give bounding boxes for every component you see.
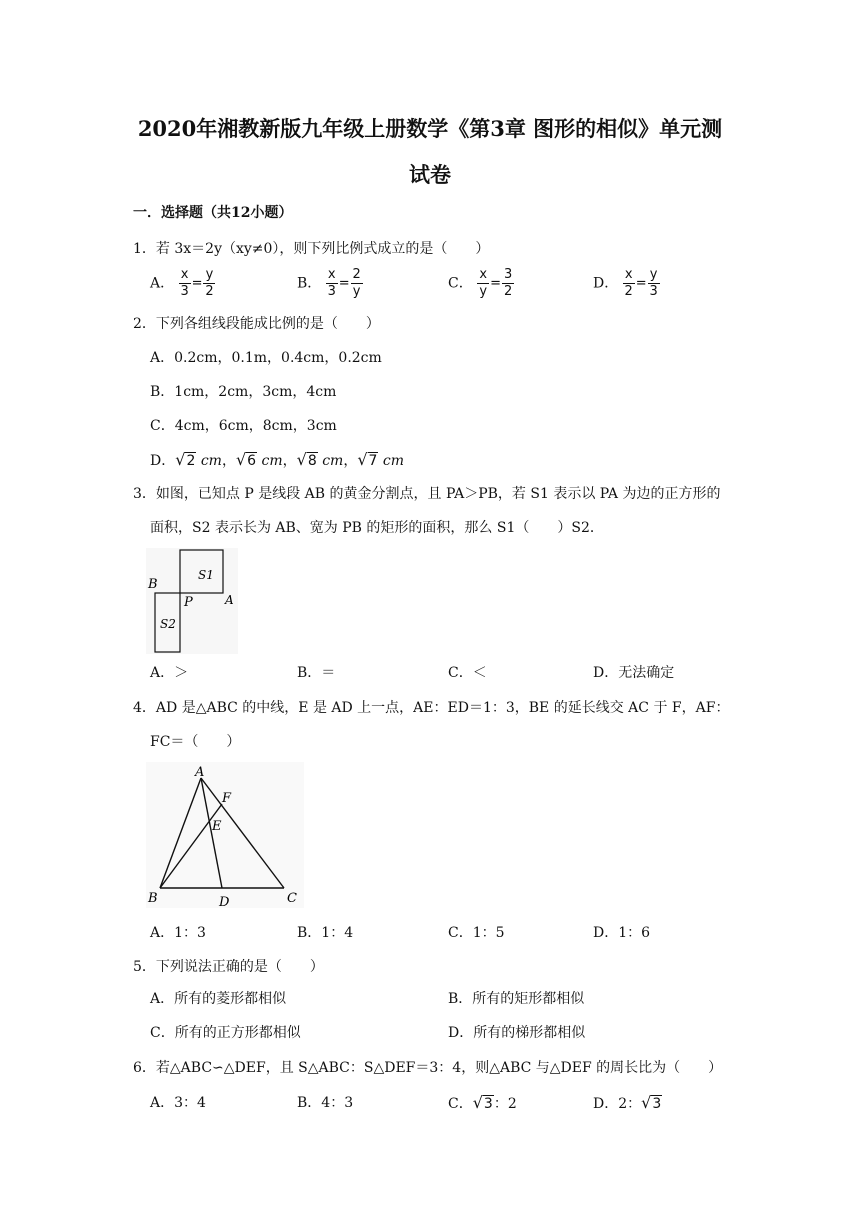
q3-option-c[interactable]: C．＜ — [448, 665, 487, 681]
fraction: $\frac{x}{2}$ — [624, 267, 633, 299]
label-s2: S2 — [160, 617, 176, 631]
label-e: E — [212, 819, 222, 834]
fraction: $\frac{y}{2}$ — [205, 267, 214, 299]
fraction: $\frac{x}{y}$ — [477, 268, 489, 299]
question-4-stem-line2: FC＝（ ） — [150, 734, 241, 750]
triangle-figure — [146, 762, 304, 908]
q4-option-d[interactable]: D．1：6 — [593, 925, 651, 941]
q1-option-c[interactable]: C． $\frac{x}{y}$ = $\frac{3}{2}$ — [448, 267, 513, 299]
golden-section-figure — [146, 548, 238, 654]
document-title-line2: 试卷 — [409, 162, 451, 187]
question-2-stem: 2．下列各组线段能成比例的是（ ） — [133, 316, 380, 332]
label-b: B — [148, 891, 158, 906]
q2-option-d[interactable]: D．√2 cm，√6 cm，√8 cm，√7 cm — [150, 450, 405, 469]
label-f: F — [222, 791, 232, 806]
q6-option-d[interactable]: D．2：√3 — [593, 1093, 662, 1112]
q1-option-b[interactable]: B． $\frac{x}{3}$ = $\frac{2}{y}$ — [297, 267, 361, 299]
q2-option-a[interactable]: A．0.2cm，0.1m，0.4cm，0.2cm — [150, 350, 382, 366]
label-b: B — [148, 577, 158, 592]
q4-option-a[interactable]: A．1：3 — [150, 925, 206, 941]
fraction: $\frac{3}{2}$ — [503, 267, 513, 299]
document-title-line1: 2020年湘教新版九年级上册数学《第3章 图形的相似》单元测 — [137, 116, 723, 141]
question-1-stem: 1．若 3x＝2y（xy≠0），则下列比例式成立的是（ ） — [133, 241, 490, 257]
q6-option-b[interactable]: B．4：3 — [297, 1095, 354, 1111]
question-3-stem-line2: 面积，S2 表示长为 AB、宽为 PB 的矩形的面积，那么 S1（ ）S2． — [150, 520, 604, 536]
q3-option-a[interactable]: A．＞ — [150, 665, 189, 681]
q5-option-a[interactable]: A．所有的菱形都相似 — [150, 991, 287, 1007]
label-s1: S1 — [198, 568, 214, 582]
label-d: D — [219, 895, 230, 908]
q4-option-c[interactable]: C．1：5 — [448, 925, 505, 941]
q6-option-a[interactable]: A．3：4 — [150, 1095, 206, 1111]
q5-option-c[interactable]: C．所有的正方形都相似 — [150, 1025, 301, 1041]
q5-option-b[interactable]: B．所有的矩形都相似 — [448, 991, 585, 1007]
section-heading: 一．选择题（共12小题） — [133, 205, 293, 221]
q6-option-c[interactable]: C．√3：2 — [448, 1093, 517, 1112]
q3-option-d[interactable]: D．无法确定 — [593, 665, 675, 681]
q4-option-b[interactable]: B．1：4 — [297, 925, 354, 941]
label-a: A — [225, 593, 234, 607]
fraction: $\frac{y}{3}$ — [649, 267, 658, 299]
q5-option-d[interactable]: D．所有的梯形都相似 — [448, 1025, 586, 1041]
label-c: C — [287, 891, 297, 906]
question-3-stem-line1: 3．如图，已知点 P 是线段 AB 的黄金分割点，且 PA＞PB，若 S1 表示以 PA 为边的正方形的 — [133, 486, 721, 502]
fraction: $\frac{2}{y}$ — [352, 267, 361, 299]
question-6-stem: 6．若△ABC∽△DEF，且 S△ABC：S△DEF＝3：4，则△ABC 与△DEF 的周长比为（ ） — [133, 1060, 723, 1076]
q2-option-b[interactable]: B．1cm，2cm，3cm，4cm — [150, 384, 337, 400]
q1-option-d[interactable]: D． $\frac{x}{2}$ = $\frac{y}{3}$ — [593, 267, 658, 299]
label-p: P — [184, 595, 193, 610]
q2-option-c[interactable]: C．4cm，6cm，8cm，3cm — [150, 418, 337, 434]
question-5-stem: 5．下列说法正确的是（ ） — [133, 959, 324, 975]
fraction: $\frac{x}{3}$ — [180, 267, 189, 299]
fraction: $\frac{x}{3}$ — [327, 267, 336, 299]
q3-option-b[interactable]: B．＝ — [297, 665, 336, 681]
q1-option-a[interactable]: A． $\frac{x}{3}$ = $\frac{y}{2}$ — [150, 267, 214, 299]
question-4-stem-line1: 4．AD 是△ABC 的中线，E 是 AD 上一点，AE：ED＝1：3，BE 的延长线交 AC 于 F，AF： — [133, 700, 730, 716]
label-a: A — [195, 765, 205, 780]
